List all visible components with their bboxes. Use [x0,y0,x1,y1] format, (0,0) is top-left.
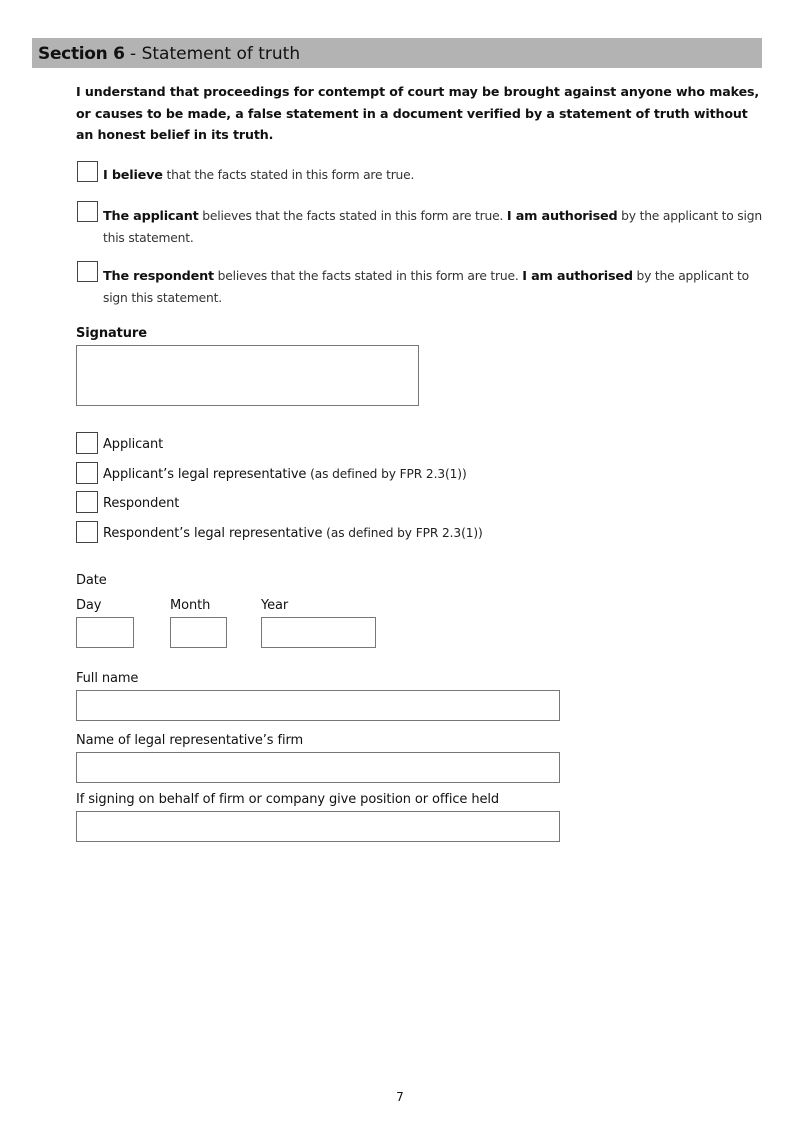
role-applicant [103,437,163,452]
statement-text: that the facts stated in this form are true. [162,168,415,182]
firm-name-input[interactable] [77,753,559,782]
firm-name-field[interactable] [76,752,560,783]
statement-checkbox-i-believe[interactable] [77,161,98,182]
role-extra: (as defined by FPR 2.3(1)) [306,467,467,481]
month-label: Month [170,598,211,613]
role-applicant-legal-rep [103,467,467,482]
statement-bold-lead: I believe [103,168,163,183]
role-respondent-legal-rep [103,526,483,541]
page-number: 7 [396,1090,404,1104]
full-name-label: Full name [76,671,139,686]
month-field[interactable] [170,617,227,648]
statement-text: believes that the facts stated in this form are true. [198,209,507,223]
section-title: Statement of truth [141,44,301,64]
position-field[interactable] [76,811,560,842]
statement-bold-mid: I am authorised [506,209,618,224]
role-label: Applicant’s legal representative [103,467,307,482]
day-input[interactable] [77,618,133,647]
statement-checkbox-applicant[interactable] [77,201,98,222]
role-checkbox-respondent[interactable] [76,491,98,513]
day-label: Day [76,598,102,613]
role-label: Respondent [103,496,180,511]
role-checkbox-applicant-legal-rep[interactable] [76,462,98,484]
signature-label: Signature [76,326,147,341]
statement-text: believes that the facts stated in this form are true. [213,269,523,283]
date-label: Date [76,573,107,588]
statement-checkbox-respondent[interactable] [77,261,98,282]
firm-name-label: Name of legal representative’s firm [76,733,304,748]
statement-text-end: by the applicant to sign this statement. [103,209,762,245]
role-extra: (as defined by FPR 2.3(1)) [322,526,483,540]
full-name-input[interactable] [77,691,559,720]
signature-box[interactable] [76,345,419,406]
section-number: Section 6 [38,44,125,64]
position-input[interactable] [77,812,559,841]
contempt-warning: I understand that proceedings for contempt of court may be brought against anyone who makes, or causes to be made, a false statement in a document verified by a statement of truth without an honest belief in its truth. [76,84,760,142]
statement-applicant [103,206,763,248]
year-label: Year [261,598,289,613]
year-field[interactable] [261,617,376,648]
statement-text-end: by the applicant to sign this statement. [103,269,749,305]
statement-bold-mid: I am authorised [522,269,633,284]
statement-bold-lead: The respondent [103,269,214,284]
full-name-field[interactable] [76,690,560,721]
position-label: If signing on behalf of firm or company give position or office held [76,792,500,807]
role-label: Applicant [103,437,164,452]
month-input[interactable] [171,618,226,647]
section-separator: - [124,44,142,64]
statement-i-believe [103,165,763,187]
role-checkbox-respondent-legal-rep[interactable] [76,521,98,543]
role-respondent [103,496,179,511]
day-field[interactable] [76,617,134,648]
year-input[interactable] [262,618,375,647]
role-label: Respondent’s legal representative [103,526,323,541]
statement-bold-lead: The applicant [103,209,199,224]
section-header [32,38,762,68]
role-checkbox-applicant[interactable] [76,432,98,454]
statement-respondent [103,266,763,308]
